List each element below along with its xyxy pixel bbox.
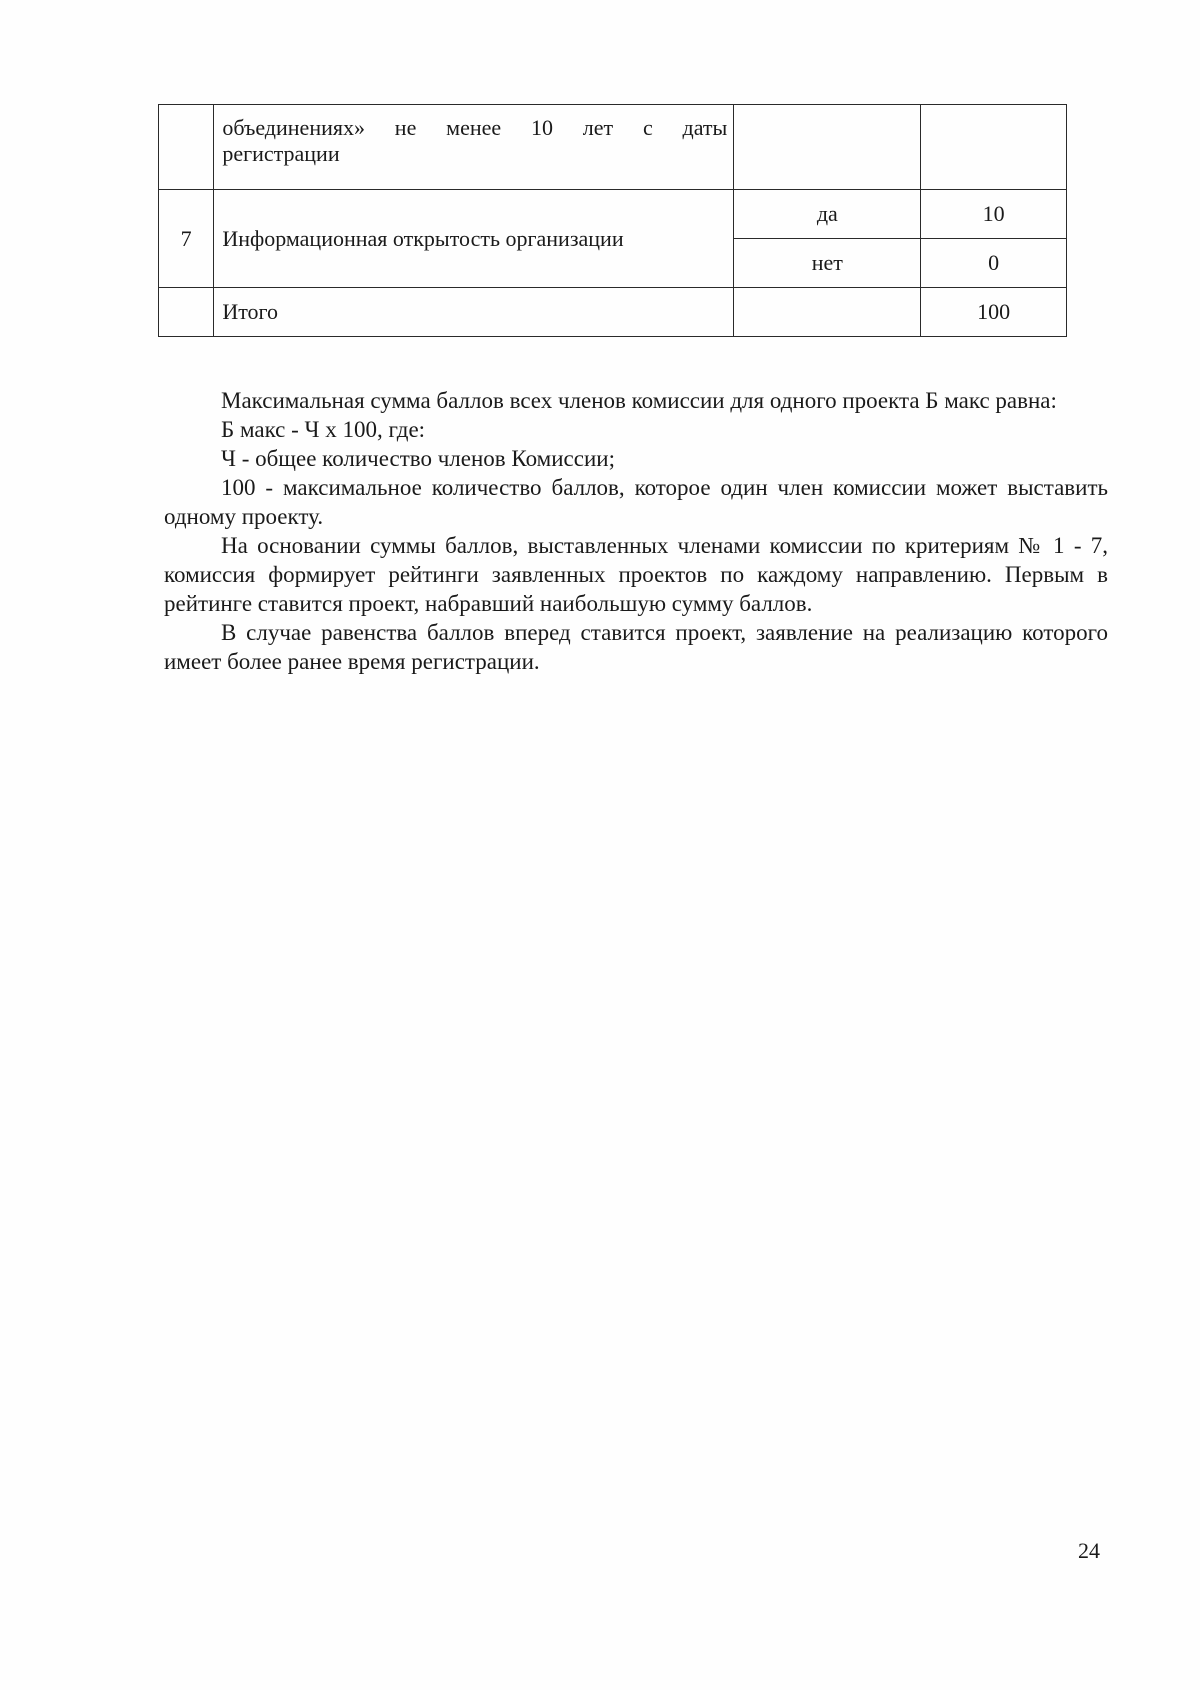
paragraph-tie-break: В случае равенства баллов вперед ставится проект, заявление на реализацию которого имеет более ранее время регистрации. bbox=[164, 620, 1108, 674]
row-number-cell bbox=[159, 288, 214, 337]
score-cell bbox=[921, 105, 1067, 190]
answer-cell: нет bbox=[734, 239, 921, 288]
answer-cell bbox=[734, 288, 921, 337]
table-row-total bbox=[159, 288, 1067, 337]
word: менее bbox=[446, 115, 502, 140]
paragraph-rating: На основании суммы баллов, выставленных членами комиссии по критериям № 1 - 7, комиссия формирует рейтинги заявленных проектов по каждому направлению. Первым в рейтинге ставится проект, набравший наибольшую сумму баллов. bbox=[164, 533, 1108, 616]
row-number-cell bbox=[159, 105, 214, 190]
paragraph-definition-ch: Ч - общее количество членов Комиссии; bbox=[221, 446, 615, 471]
answer-cell: да bbox=[734, 190, 921, 239]
paragraph-max-sum: Максимальная сумма баллов всех членов комиссии для одного проекта Б макс равна: bbox=[221, 388, 1057, 413]
word: с bbox=[642, 115, 653, 140]
word: не bbox=[394, 115, 417, 140]
total-label-cell: Итого bbox=[214, 288, 734, 337]
row-number-cell: 7 bbox=[159, 190, 214, 288]
score-cell: 10 bbox=[921, 190, 1067, 239]
word: даты bbox=[682, 115, 728, 140]
criterion-text-line bbox=[222, 115, 727, 141]
paragraph-definition-100: 100 - максимальное количество баллов, которое один член комиссии может выставить одному проекту. bbox=[164, 475, 1108, 529]
criteria-table bbox=[158, 104, 1067, 337]
criterion-text-line: регистрации bbox=[222, 141, 340, 166]
answer-cell bbox=[734, 105, 921, 190]
criterion-cell: Информационная открытость организации bbox=[214, 190, 734, 288]
total-score-cell: 100 bbox=[921, 288, 1067, 337]
score-cell: 0 bbox=[921, 239, 1067, 288]
word: лет bbox=[582, 115, 614, 140]
table-row-continuation bbox=[159, 105, 1067, 190]
criterion-cell bbox=[214, 105, 734, 190]
word: 10 bbox=[530, 115, 553, 140]
table-row-7-yes bbox=[159, 190, 1067, 239]
paragraph-formula: Б макс - Ч х 100, где: bbox=[221, 417, 426, 442]
word: объединениях» bbox=[222, 115, 365, 140]
body-text bbox=[164, 386, 1108, 676]
page-number: 24 bbox=[1078, 1538, 1100, 1563]
